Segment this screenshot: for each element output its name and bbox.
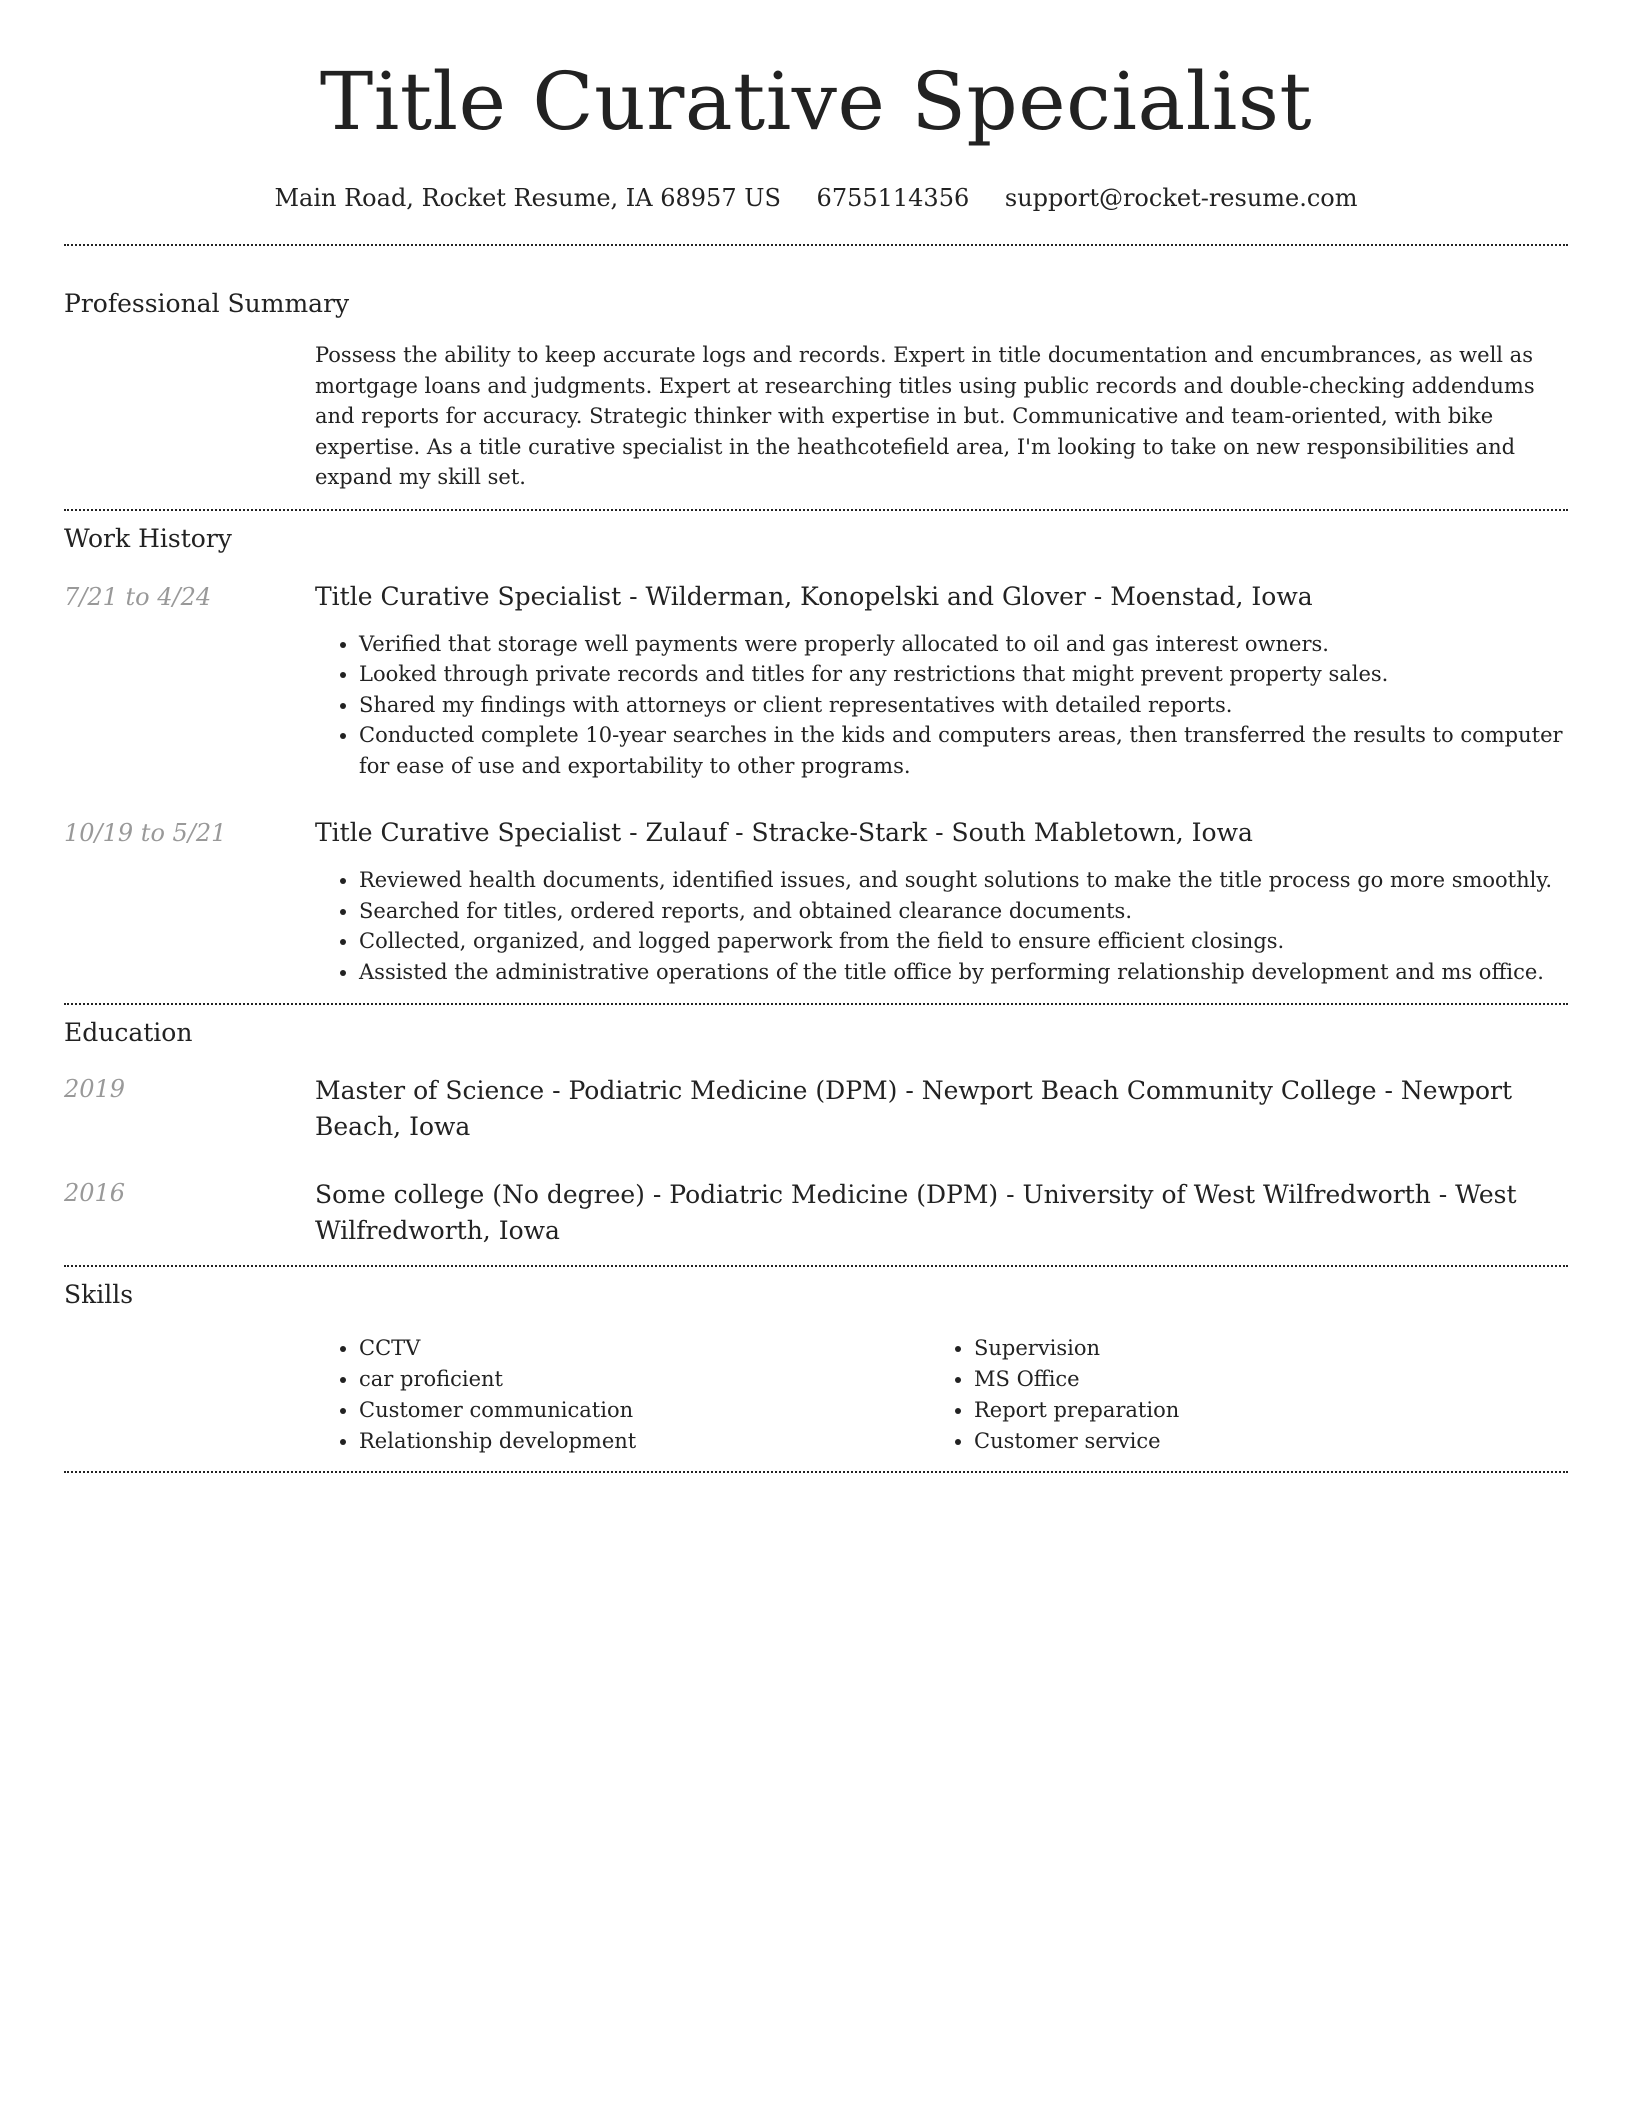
summary-heading: Professional Summary bbox=[64, 289, 350, 318]
job-heading: Title Curative Specialist - Zulauf - Stracke-Stark - South Mabletown, Iowa bbox=[315, 818, 1253, 847]
job-bullet: • Reviewed health documents, identified issues, and sought solutions to make the title process go more smoothly. bbox=[359, 865, 1568, 896]
contact-email: support@rocket-resume.com bbox=[1004, 184, 1358, 212]
section-divider bbox=[64, 244, 1568, 246]
skills-columns bbox=[315, 1333, 1568, 1457]
job-bullets bbox=[315, 865, 1568, 987]
education-heading-text: Some college (No degree) - Podiatric Medicine (DPM) - University of West Wilfredworth - West Wilfredworth, Iowa bbox=[315, 1180, 1517, 1245]
resume-name: Title Curative Specialist bbox=[319, 55, 1313, 148]
summary-section bbox=[64, 288, 1568, 493]
job-bullet: • Verified that storage well payments were properly allocated to oil and gas interest owners. bbox=[359, 629, 1568, 660]
contact-address: Main Road, Rocket Resume, IA 68957 US bbox=[274, 184, 781, 212]
job-bullet: • Assisted the administrative operations of the title office by performing relationship development and ms office. bbox=[359, 957, 1568, 988]
work-history-heading: Work History bbox=[64, 523, 232, 553]
job-bullet: • Collected, organized, and logged paperwork from the field to ensure efficient closings. bbox=[359, 926, 1568, 957]
section-divider bbox=[64, 509, 1568, 511]
contact-phone: 6755114356 bbox=[816, 184, 970, 212]
job-bullet: • Looked through private records and titles for any restrictions that might prevent property sales. bbox=[359, 659, 1568, 690]
skill-item: • car proficient bbox=[359, 1364, 930, 1395]
contact-line bbox=[64, 182, 1568, 214]
education-section bbox=[64, 1017, 1568, 1249]
education-year: 2019 bbox=[64, 1075, 126, 1103]
job-dates: 10/19 to 5/21 bbox=[64, 819, 227, 847]
job-entry bbox=[64, 581, 1568, 782]
job-bullet: • Shared my findings with attorneys or client representatives with detailed reports. bbox=[359, 690, 1568, 721]
education-year: 2016 bbox=[64, 1179, 126, 1207]
education-entry bbox=[64, 1177, 1568, 1249]
skill-item: • Report preparation bbox=[974, 1395, 1545, 1426]
skill-item: • Relationship development bbox=[359, 1426, 930, 1457]
job-bullet: • Conducted complete 10-year searches in the kids and computers areas, then transferred the results to computer for ease of use and exportability to other programs. bbox=[359, 720, 1568, 781]
job-bullet: • Searched for titles, ordered reports, and obtained clearance documents. bbox=[359, 896, 1568, 927]
section-divider bbox=[64, 1265, 1568, 1267]
skill-item: • MS Office bbox=[974, 1364, 1545, 1395]
section-divider bbox=[64, 1471, 1568, 1473]
skill-item: • Supervision bbox=[974, 1333, 1545, 1364]
job-dates: 7/21 to 4/24 bbox=[64, 582, 212, 611]
job-heading: Title Curative Specialist - Wilderman, Konopelski and Glover - Moenstad, Iowa bbox=[315, 581, 1313, 611]
job-bullets bbox=[315, 629, 1568, 782]
skills-list-right bbox=[930, 1333, 1545, 1457]
education-entry bbox=[64, 1073, 1568, 1145]
skill-item: • Customer communication bbox=[359, 1395, 930, 1426]
summary-text: Possess the ability to keep accurate logs and records. Expert in title documentation and encumbrances, as well as mortgage loans and judgments. Expert at researching titles using public records and double-checking addendums and reports for accuracy. Strategic thinker with expertise in but. Communicative and team-oriented, with bike expertise. As a title curative specialist in the heathcotefield area, I'm looking to take on new responsibilities and expand my skill set. bbox=[315, 343, 1535, 489]
section-divider bbox=[64, 1003, 1568, 1005]
skills-left-spacer bbox=[64, 1333, 315, 1457]
skill-item: • Customer service bbox=[974, 1426, 1545, 1457]
work-history-section bbox=[64, 523, 1568, 988]
skills-section bbox=[64, 1279, 1568, 1457]
skills-list-left bbox=[315, 1333, 930, 1457]
skill-item: • CCTV bbox=[359, 1333, 930, 1364]
job-entry bbox=[64, 817, 1568, 987]
education-heading-text: Master of Science - Podiatric Medicine (DPM) - Newport Beach Community College - Newport Beach, Iowa bbox=[315, 1076, 1513, 1141]
education-heading: Education bbox=[64, 1018, 193, 1047]
summary-left-column bbox=[64, 340, 315, 493]
skills-heading: Skills bbox=[64, 1280, 134, 1309]
